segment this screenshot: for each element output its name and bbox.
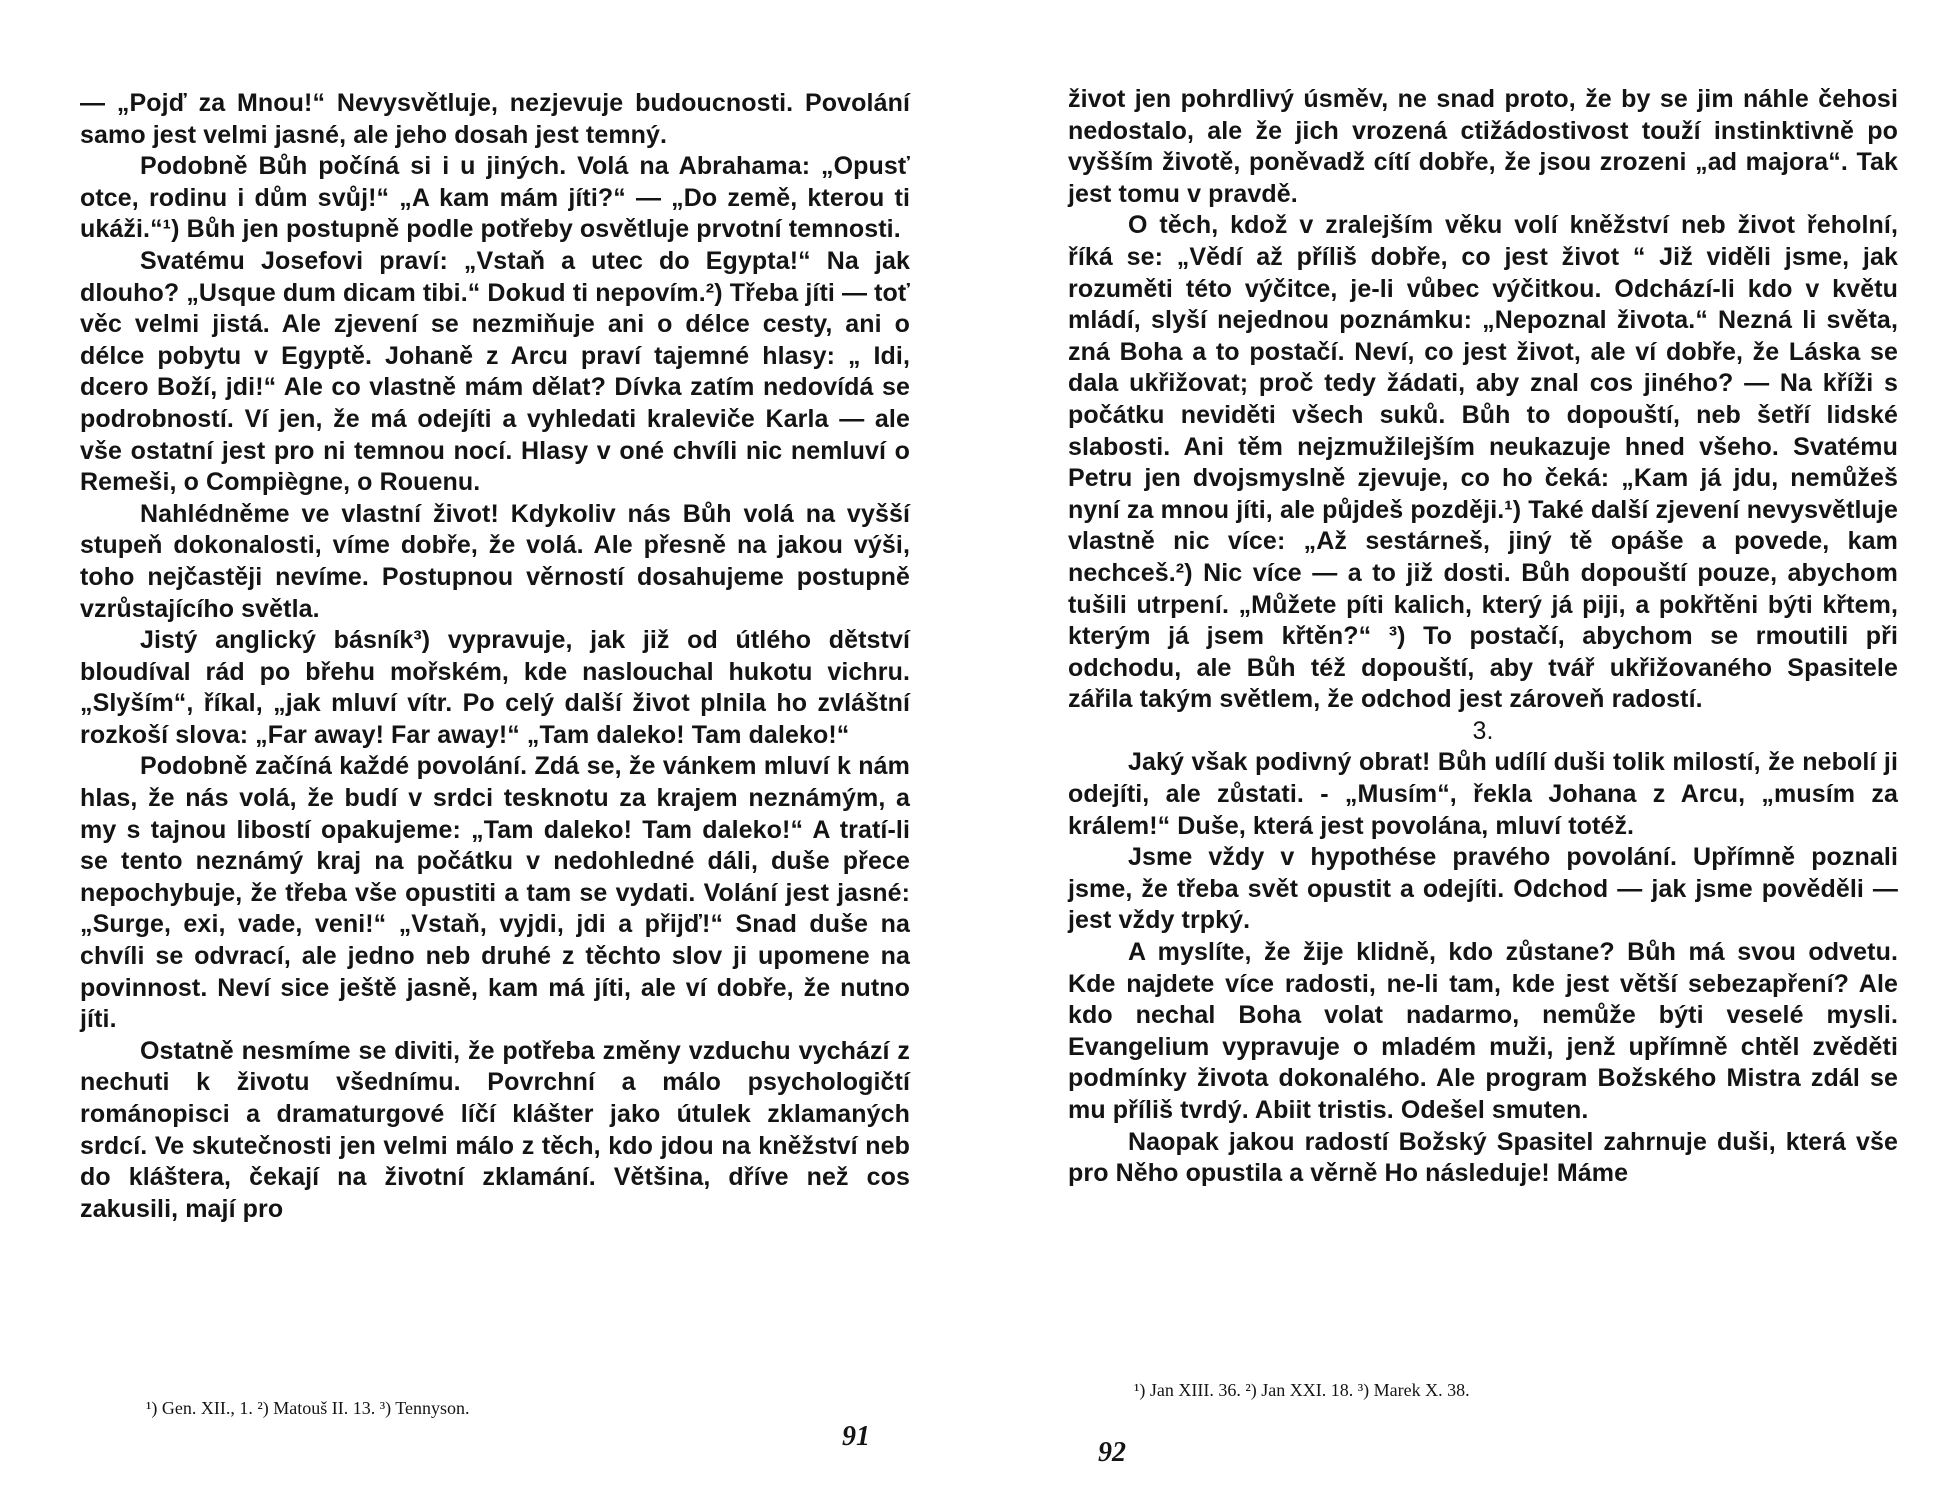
section-number: 3. xyxy=(1472,716,1494,745)
paragraph: Nahlédněme ve vlastní život! Kdykoliv nás Bůh volá na vyšší stupeň dokonalosti, víme dobře, že volá. Ale přesně na jakou výši, toho nejčastěji nevíme. Postupnou věrností dosahujeme postupně vzrůstajícího světla. xyxy=(80,499,910,623)
paragraph: Podobně Bůh počíná si i u jiných. Volá na Abrahama: „Opusť otce, rodinu i dům svůj!“ „A kam mám jíti?“ — „Do země, kterou ti ukáži.“¹) Bůh jen postupně podle potřeby osvětluje prvotní temnosti. xyxy=(80,152,910,244)
left-page-number: 91 xyxy=(842,1421,870,1452)
paragraph: Jaký však podivný obrat! Bůh udílí duši tolik milostí, že nebolí ji odejíti, ale zůstati. - „Musím“, řekla Johana z Arcu, „musím za králem!“ Duše, která jest povolána, mluví totéž. xyxy=(1068,748,1898,840)
paragraph: Jistý anglický básník³) vypravuje, jak již od útlého dětství bloudíval rád po břehu mořském, kde naslouchal hukotu vichru. „Slyším“, říkal, „jak mluví vítr. Po celý další život plnila ho zvláštní rozkoší slova: „Far away! Far away!“ „Tam daleko! Tam daleko!“ xyxy=(80,626,910,749)
paragraph: — „Pojď za Mnou!“ Nevysvětluje, nezjevuje budoucnosti. Povolání samo jest velmi jasné, ale jeho dosah jest temný. xyxy=(80,89,910,149)
paragraph: život jen pohrdlivý úsměv, ne snad proto, že by se jim náhle čehosi nedostalo, ale že jich vrozená ctižádostivost touží instinktivně po vyšším životě, poněvadž cítí dobře, že jsou zrozeni „ad majora“. Tak jest tomu v pravdě. xyxy=(1068,85,1898,208)
paragraph: Ostatně nesmíme se diviti, že potřeba změny vzduchu vychází z nechuti k životu všednímu. Povrchní a málo psychologičtí románopisci a dramaturgové líčí klášter jako útulek zklamaných srdcí. Ve skutečnosti jen velmi málo z těch, kdo jdou na kněžství neb do kláštera, čekají na životní zklamání. Většina, dříve než cos zakusili, mají pro xyxy=(80,1036,910,1223)
right-page-number: 92 xyxy=(1098,1437,1126,1468)
right-page-body xyxy=(1068,84,1898,1190)
paragraph: Svatému Josefovi praví: „Vstaň a utec do Egypta!“ Na jak dlouho? „Usque dum dicam tibi.“ Dokud ti nepovím.²) Třeba jíti — toť věc velmi jistá. Ale zjevení se nezmiňuje ani o délce cesty, ani o délce pobytu v Egyptě. Johaně z Arcu praví tajemné hlasy: „ Idi, dcero Boží, jdi!“ Ale co vlastně mám dělat? Dívka zatím nedovídá se podrobností. Ví jen, že má odejíti a vyhledati kraleviče Karla — ale vše ostatní jest pro ni temnou nocí. Hlasy v oné chvíli nic nemluví o Remeši, o Compiègne, o Rouenu. xyxy=(80,246,910,497)
paragraph: Naopak jakou radostí Božský Spasitel zahrnuje duši, která vše pro Něho opustila a věrně Ho následuje! Máme xyxy=(1068,1127,1898,1188)
left-footnotes: ¹) Gen. XII., 1. ²) Matouš II. 13. ³) Tennyson. xyxy=(146,1398,470,1418)
paragraph: A myslíte, že žije klidně, kdo zůstane? Bůh má svou odvetu. Kde najdete více radosti, ne-li tam, kde jest větší sebezapření? Ale kdo nechal Boha volat nadarmo, nemůže býti veselé mysli. Evangelium vypravuje o mladém muži, jenž upřímně chtěl zvěděti podmínky života dokonalého. Ale program Božského Mistra zdál se mu příliš tvrdý. Abiit tristis. Odešel smuten. xyxy=(1068,938,1898,1124)
paragraph: Jsme vždy v hypothése pravého povolání. Upřímně poznali jsme, že třeba svět opustit a odejíti. Odchod — jak jsme pověděli — jest vždy trpký. xyxy=(1068,843,1898,935)
paragraph: O těch, kdož v zralejším věku volí kněžství neb život řeholní, říká se: „Vědí až příliš dobře, co jest život “ Již viděli jsme, jak rozuměti této výčitce, je-li vůbec výčitkou. Odchází-li kdo v květu mládí, slyší nejednou poznámku: „Nepoznal života.“ Nezná li světa, zná Boha a to postačí. Neví, co jest život, ale ví dobře, že Láska se dala ukřižovat; proč tedy žádati, aby znal cos jiného? — Na kříži s počátku neviděti všech suků. Bůh to dopouští, neb šetří lidské slabosti. Ani těm nejzmužilejším neukazuje hned všeho. Svatému Petru jen dvojsmyslně zjevuje, co ho čeká: „Kam já jdu, nemůžeš nyní za mnou jíti, ale půjdeš později.¹) Také další zjevení nevysvětluje vlastně nic více: „Až sestárneš, jiný tě opáše a povede, kam nechceš.²) Nic více — a to již dosti. Bůh dopouští pouze, abychom tušili utrpení. „Můžete píti kalich, který já piji, a pokřtěni býti křtem, kterým já jsem křtěn?“ ³) To postačí, abychom se rmoutili při odchodu, ale Bůh též dopouští, aby tvář ukřižovaného Spasitele zářila takým světlem, že odchod jest zároveň radostí. xyxy=(1068,211,1898,714)
left-page-body xyxy=(80,88,910,1225)
paragraph: Podobně začíná každé povolání. Zdá se, že vánkem mluví k nám hlas, že nás volá, že budí v srdci tesknotu za krajem neznámým, a my s tajnou libostí opakujeme: „Tam daleko! Tam daleko!“ A tratí-li se tento neznámý kraj na počátku v nedohledné dáli, duše přece nepochybuje, že třeba vše opustiti a tam se vydati. Volání jest jasné: „Surge, exi, vade, veni!“ „Vstaň, vyjdi, jdi a přijď!“ Snad duše na chvíli se odvrací, ale jedno neb druhé z těchto slov ji upomene na povinnost. Neví sice ještě jasně, kam má jíti, ale ví dobře, že nutno jíti. xyxy=(80,752,910,1034)
right-footnotes: ¹) Jan XIII. 36. ²) Jan XXI. 18. ³) Marek X. 38. xyxy=(1134,1380,1470,1400)
